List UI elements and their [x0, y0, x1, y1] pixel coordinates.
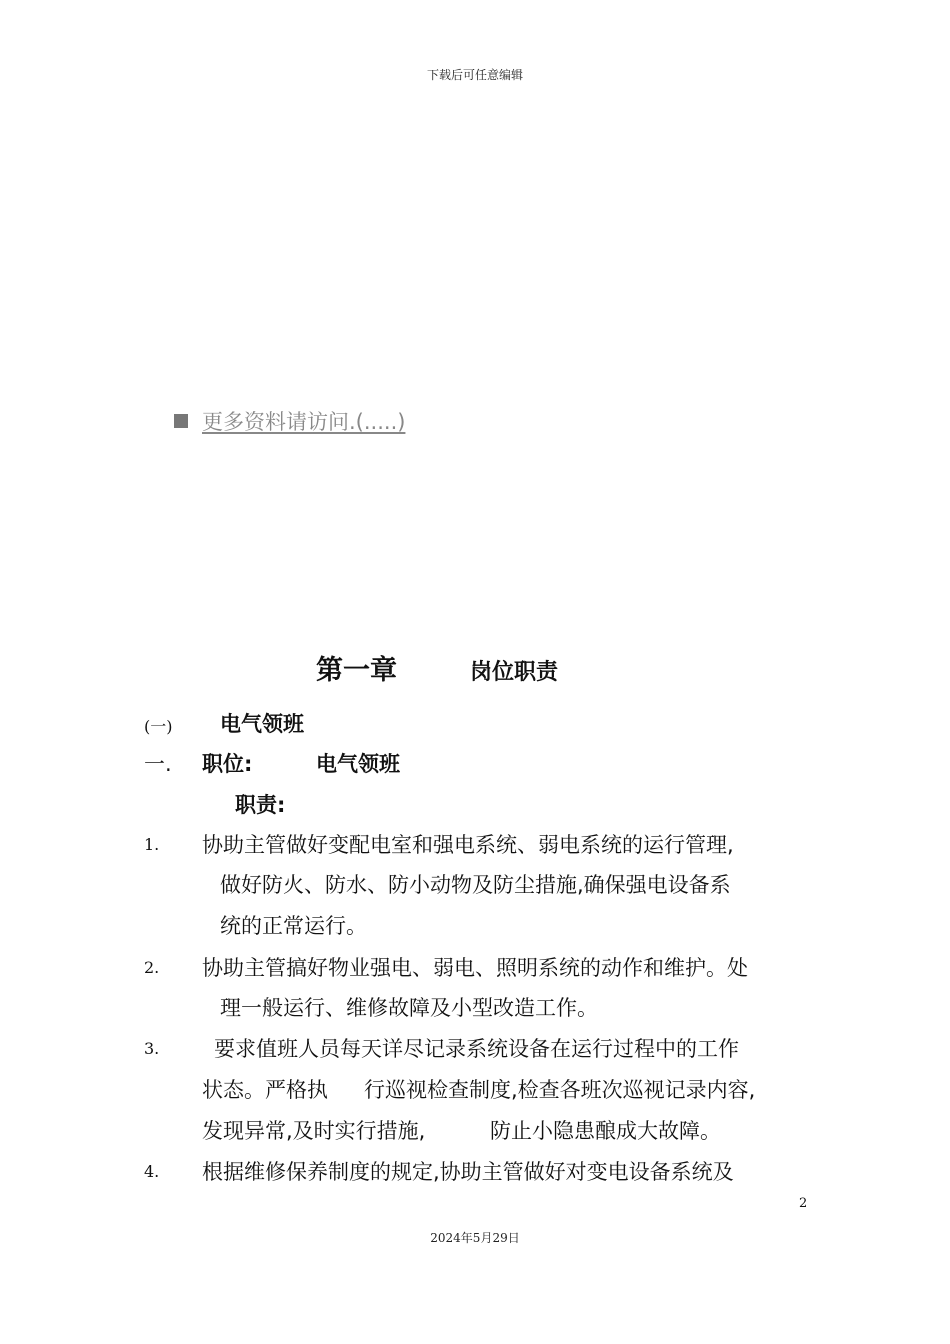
page-footer-date: 2024年5月29日 [430, 1231, 520, 1245]
list-item-marker: 1. [144, 835, 160, 854]
more-info-link[interactable]: 更多资料请访问.(.....) [202, 410, 406, 434]
list-item-line: 发现异常,及时实行措施, [202, 1119, 426, 1143]
list-item-line: 协助主管做好变配电室和强电系统、弱电系统的运行管理, [202, 833, 734, 857]
list-item-marker: 2. [144, 958, 160, 977]
duties-label: 职责: [235, 793, 286, 817]
chapter-title: 第一章 [316, 655, 397, 686]
more-info-row [174, 406, 405, 436]
list-item-line: 行巡视检查制度,检查各班次巡视记录内容, [364, 1078, 756, 1102]
list-item-line: 根据维修保养制度的规定,协助主管做好对变电设备系统及 [202, 1160, 734, 1184]
list-item-line: 要求值班人员每天详尽记录系统设备在运行过程中的工作 [214, 1037, 739, 1061]
list-item-line: 理一般运行、维修故障及小型改造工作。 [220, 996, 598, 1020]
list-item-line: 统的正常运行。 [220, 914, 367, 938]
page-header: 下载后可任意编辑 [426, 68, 523, 82]
position-label: 职位: [202, 752, 253, 776]
chapter-subtitle: 岗位职责 [470, 660, 559, 685]
position-value: 电气领班 [316, 752, 400, 776]
square-bullet-icon [174, 414, 188, 428]
list-item-line: 做好防火、防水、防小动物及防尘措施,确保强电设备系 [220, 873, 731, 897]
list-item-line: 协助主管搞好物业强电、弱电、照明系统的动作和维护。处 [202, 956, 748, 980]
list-item-marker: 3. [144, 1039, 160, 1058]
list-item-line: 状态。严格执 [202, 1078, 328, 1102]
list-item-marker: 4. [144, 1162, 160, 1181]
section-title: 电气领班 [220, 712, 304, 736]
section-marker: (一) [144, 717, 173, 736]
position-marker: 一. [144, 752, 172, 776]
page-number: 2 [799, 1196, 808, 1211]
list-item-line: 防止小隐患酿成大故障。 [490, 1119, 721, 1143]
